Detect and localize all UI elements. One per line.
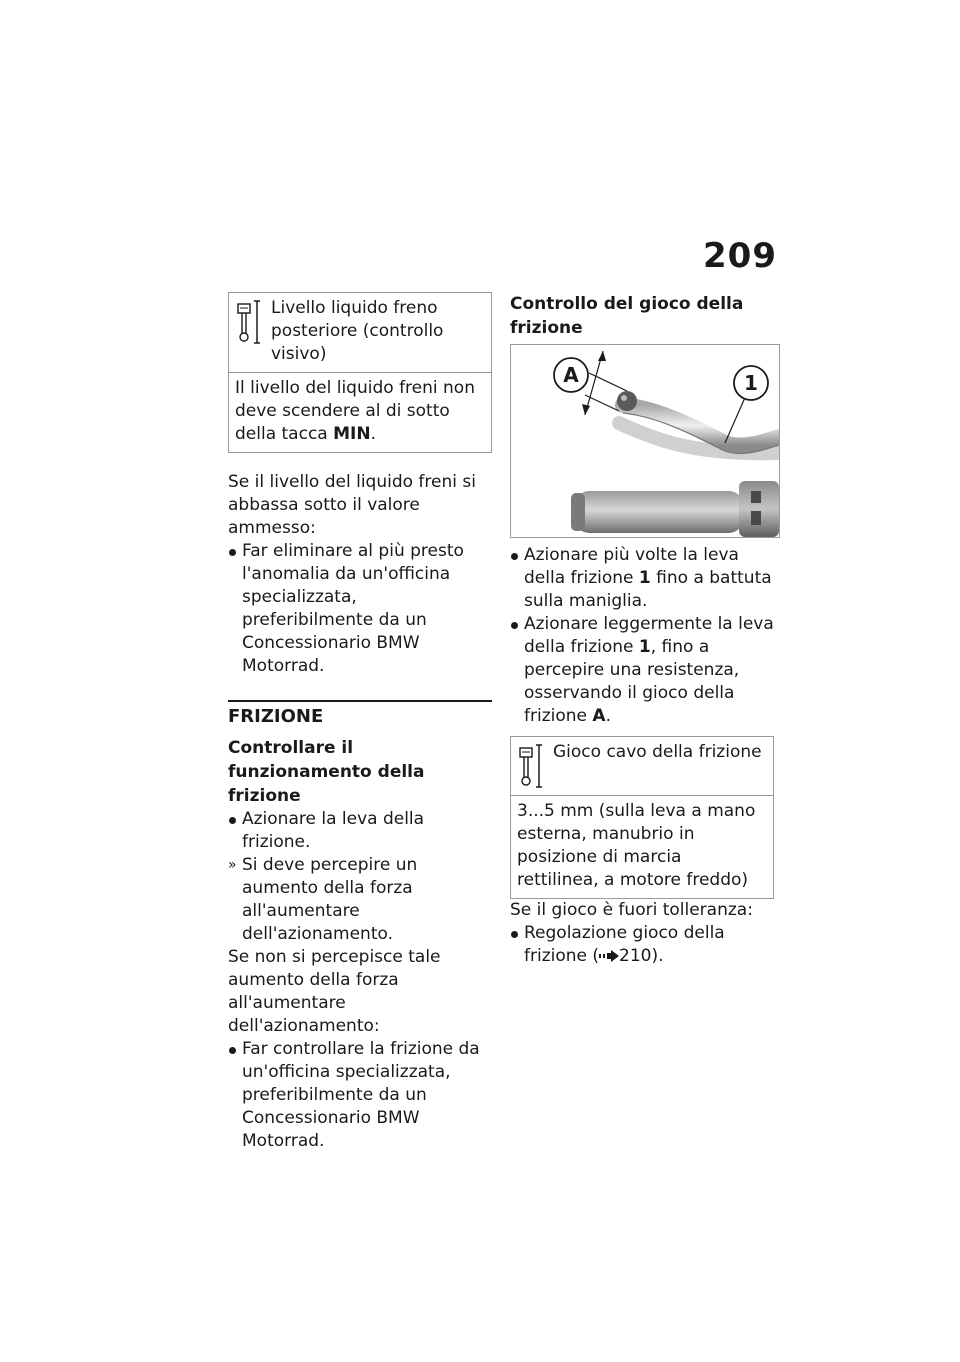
item-text: Azionare più volte la leva della frizione [524, 545, 739, 588]
clutch-lever-figure [510, 344, 780, 538]
item-bold: A [592, 706, 606, 726]
paragraph-condition: Se il gioco è fuori tolleranza: [510, 900, 753, 920]
section-divider [228, 700, 492, 730]
wrench-gauge-icon [235, 299, 261, 345]
list-item: Far eliminare al più presto l'anomalia da un'officina specializzata, preferibilmente da un Concessionario BMW Motorrad. [228, 540, 492, 678]
result-item [228, 854, 492, 946]
right-column [510, 292, 774, 968]
grip-end [571, 493, 585, 531]
spec-box-body: 3...5 mm (sulla leva a mano esterna, manubrio in posizione di marcia rettilinea, a motore freddo) [517, 801, 756, 890]
lever-ball-highlight [621, 395, 627, 401]
bullet-list [510, 544, 774, 728]
dimension-line [585, 395, 619, 411]
bullet-list [228, 540, 492, 678]
bullet-list [228, 808, 492, 854]
item-bold: 1 [638, 637, 651, 657]
section-title: FRIZIONE [228, 706, 324, 727]
spec-text: Il livello del liquido freni non deve scendere al di sotto della tacca [235, 378, 475, 444]
page-ref-link[interactable]: 210 [619, 946, 652, 966]
item-bold: 1 [638, 568, 651, 588]
spec-box-body [229, 373, 491, 452]
switch-button [751, 511, 761, 525]
spec-box-header [511, 737, 773, 796]
lever-ball-end [617, 391, 637, 411]
left-column [228, 292, 492, 1153]
spec-box-clutch-play [510, 736, 774, 899]
subheading: Controllo del gioco della frizione [510, 294, 744, 338]
item-text-end: fino a battuta sulla maniglia. [524, 568, 772, 611]
list-item [510, 613, 774, 728]
spec-box-brake-fluid [228, 292, 492, 453]
callout-a-label: A [563, 363, 579, 387]
list-item: Azionare la leva della frizione. [228, 808, 492, 854]
switch-housing [739, 481, 779, 537]
spec-box-title: Gioco cavo della frizione [553, 742, 762, 762]
spec-text-end: . [370, 424, 377, 444]
wrench-gauge-icon [517, 743, 543, 789]
bullet-list [228, 1038, 492, 1153]
handlebar-grip [575, 491, 743, 533]
bullet-list [510, 922, 774, 968]
switch-button [751, 491, 761, 503]
callout-1-label: 1 [744, 371, 758, 395]
arrow-right-icon[interactable] [599, 950, 619, 962]
item-text-end: ). [651, 946, 664, 966]
callout-leader [725, 393, 747, 443]
list-item: Far controllare la frizione da un'officina specializzata, preferibilmente da un Concessionario BMW Motorrad. [228, 1038, 492, 1153]
item-text: Azionare leggermente la leva della frizione [524, 614, 774, 657]
clutch-lever-illustration [511, 345, 779, 537]
spec-box-header [229, 293, 491, 373]
result-mark: » [228, 857, 237, 873]
spec-box-title: Livello liquido freno posteriore (controllo visivo) [271, 298, 444, 364]
list-item [510, 544, 774, 613]
list-item [510, 922, 774, 968]
item-text: Regolazione gioco della frizione ( [524, 923, 725, 966]
item-text: , fino a percepire una resistenza, osservando il gioco della frizione [524, 637, 740, 726]
paragraph-intro: Se il livello del liquido freni si abbassa sotto il valore ammesso: [228, 472, 476, 538]
spec-bold-min: MIN [333, 424, 371, 444]
item-text-end: . [605, 706, 611, 726]
page-number: 209 [703, 236, 777, 276]
result-text: Si deve percepire un aumento della forza all'aumentare dell'azionamento. [242, 855, 418, 944]
subheading: Controllare il funzionamento della frizione [228, 738, 425, 806]
paragraph-condition: Se non si percepisce tale aumento della forza all'aumentare dell'azionamento: [228, 947, 441, 1036]
